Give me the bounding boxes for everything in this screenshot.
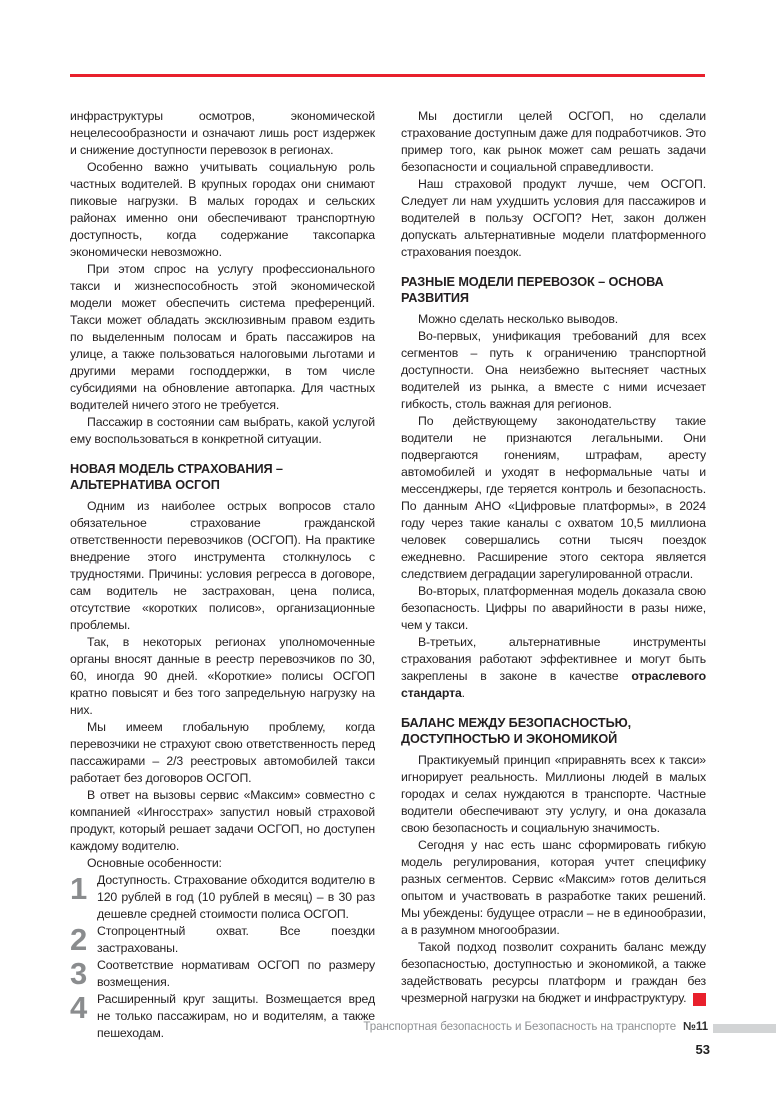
list-item-text: Доступность. Страхование обходится водителю в 120 рублей в год (10 рублей в месяц) – в 30 раз дешевле средней стоимости полиса ОСГОП. [97,873,375,921]
section-heading: НОВАЯ МОДЕЛЬ СТРАХОВАНИЯ – АЛЬТЕРНАТИВА ОСГОП [70,462,283,492]
paragraph: Основные особенности: [87,856,222,870]
footer-journal-title: Транспортная безопасность и Безопасность на транспорте [363,1020,677,1033]
list-item [70,872,375,923]
paragraph: Мы достигли целей ОСГОП, но сделали страхование доступным даже для подработчиков. Это пример того, как рынок может сам решать задачи безопасности и социальной справедливости. [401,109,706,174]
section-heading: РАЗНЫЕ МОДЕЛИ ПЕРЕВОЗОК – ОСНОВА РАЗВИТИЯ [401,275,664,305]
paragraph: В-третьих, альтернативные инструменты страхования работают эффективнее и могут быть закреплены в законе в качестве отраслевого стандарта. [401,635,706,700]
paragraph: инфраструктуры осмотров, экономической нецелесообразности и означают лишь рост издержек и снижение доступности перевозок в регионах. [70,109,375,157]
page-number: 53 [695,1042,710,1057]
list-item-text: Стопроцентный охват. Все поездки застрахованы. [97,924,375,955]
list-item-number: 4 [70,990,87,1025]
top-rule [70,74,705,77]
paragraph: Мы имеем глобальную проблему, когда перевозчики не страхуют свою ответственность перед пассажирами – 2/3 реестровых автомобилей такси работает без договоров ОСГОП. [70,720,375,785]
paragraph: При этом спрос на услугу профессионального такси и жизнеспособность этой экономической модели может обеспечить система преференций. Такси может обладать эксклюзивным правом ездить по выделенным полосам и брать пассажиров на улице, а также пользоваться налоговыми льготами и другими мерами господдержки, в том числе субсидиями на обновление автопарка. Для частных водителей ничего этого не требуется. [70,262,375,412]
paragraph: Одним из наиболее острых вопросов стало обязательное страхование гражданской ответственности перевозчиков (ОСГОП). На практике внедрение этого инструмента столкнулось с трудностями. Причины: условия регресса в договоре, сам водитель не застрахован, цена полиса, отсутствие «коротких полисов», организационные проблемы. [70,499,375,632]
paragraph: Можно сделать несколько выводов. [418,312,619,326]
left-column [70,108,375,1042]
list-item-number: 1 [70,871,87,906]
list-item [70,957,375,991]
list-item-number: 2 [70,922,87,957]
footer-issue-number: №11 [683,1020,708,1033]
footer [0,1020,708,1034]
paragraph: Такой подход позволит сохранить баланс между безопасностью, доступностью и экономикой, а также задействовать ресурсы платформ и граждан без чрезмерной нагрузки на бюджет и инфраструктуру. [401,940,706,1005]
list-item-text: Расширенный круг защиты. Возмещается вред не только пассажирам, но и водителям, а также пешеходам. [97,992,375,1040]
paragraph: Наш страховой продукт лучше, чем ОСГОП. Следует ли нам ухудшить условия для пассажиров и водителей в пользу ОСГОП? Нет, закон должен допускать альтернативные модели платформенного страхования поездок. [401,177,706,259]
right-column [401,108,706,1007]
paragraph: Практикуемый принцип «приравнять всех к такси» игнорирует реальность. Миллионы людей в малых городах и селах нуждаются в транспорте. Частные водители обеспечивают эту услугу, и она доказала свою безопасность и социальную значимость. [401,753,706,835]
list-item-number: 3 [70,956,87,991]
list-item [70,923,375,957]
paragraph: Пассажир в состоянии сам выбрать, какой услугой ему воспользоваться в конкретной ситуации. [70,415,375,446]
paragraph: Сегодня у нас есть шанс сформировать гибкую модель регулирования, которая учтет специфику разных сегментов. Сервис «Максим» готов делиться опытом и участвовать в разработке таких решений. Мы убеждены: будущее отрасли – не в единообразии, а в разумном многообразии. [401,838,706,937]
section-heading: БАЛАНС МЕЖДУ БЕЗОПАСНОСТЬЮ, ДОСТУПНОСТЬЮ И ЭКОНОМИКОЙ [401,716,631,746]
paragraph: По действующему законодательству такие водители не признаются легальными. Они подвергаются гонениям, штрафам, аресту автомобилей и уходят в неформальные чаты и мессенджеры, где теряется контроль и безопасность. По данным АНО «Цифровые платформы», в 2024 году через такие каналы с охватом 10,5 миллиона человек совершались сотни тысяч поездок ежедневно. Расширение этого сектора является следствием деградации зарегулированной отрасли. [401,414,706,581]
list-item [70,991,375,1042]
article-columns [70,108,706,1042]
paragraph: Особенно важно учитывать социальную роль частных водителей. В крупных городах они снимают пиковые нагрузки. В малых городах и сельских районах именно они обеспечивают транспортную доступность, когда содержание таксопарка экономически невозможно. [70,160,375,259]
paragraph: Так, в некоторых регионах уполномоченные органы вносят данные в реестр перевозчиков по 30, 60, иногда 90 дней. «Короткие» полисы ОСГОП кратно повысят и без того запредельную нагрузку на них. [70,635,375,717]
paragraph: Во-первых, унификация требований для всех сегментов – путь к ограничению транспортной доступности. Она неизбежно вытесняет частных водителей из рынка, а вместе с ними исчезает гибкость, столь важная для регионов. [401,329,706,411]
paragraph: В ответ на вызовы сервис «Максим» совместно с компанией «Ингосстрах» запустил новый страховой продукт, который решает задачи ОСГОП, но доступен каждому водителю. [70,788,375,853]
article-end-marker [693,993,706,1006]
list-item-text: Соответствие нормативам ОСГОП по размеру возмещения. [97,958,375,989]
footer-bar [713,1024,776,1033]
paragraph: Во-вторых, платформенная модель доказала свою безопасность. Цифры по аварийности в разы ниже, чем у такси. [401,584,706,632]
